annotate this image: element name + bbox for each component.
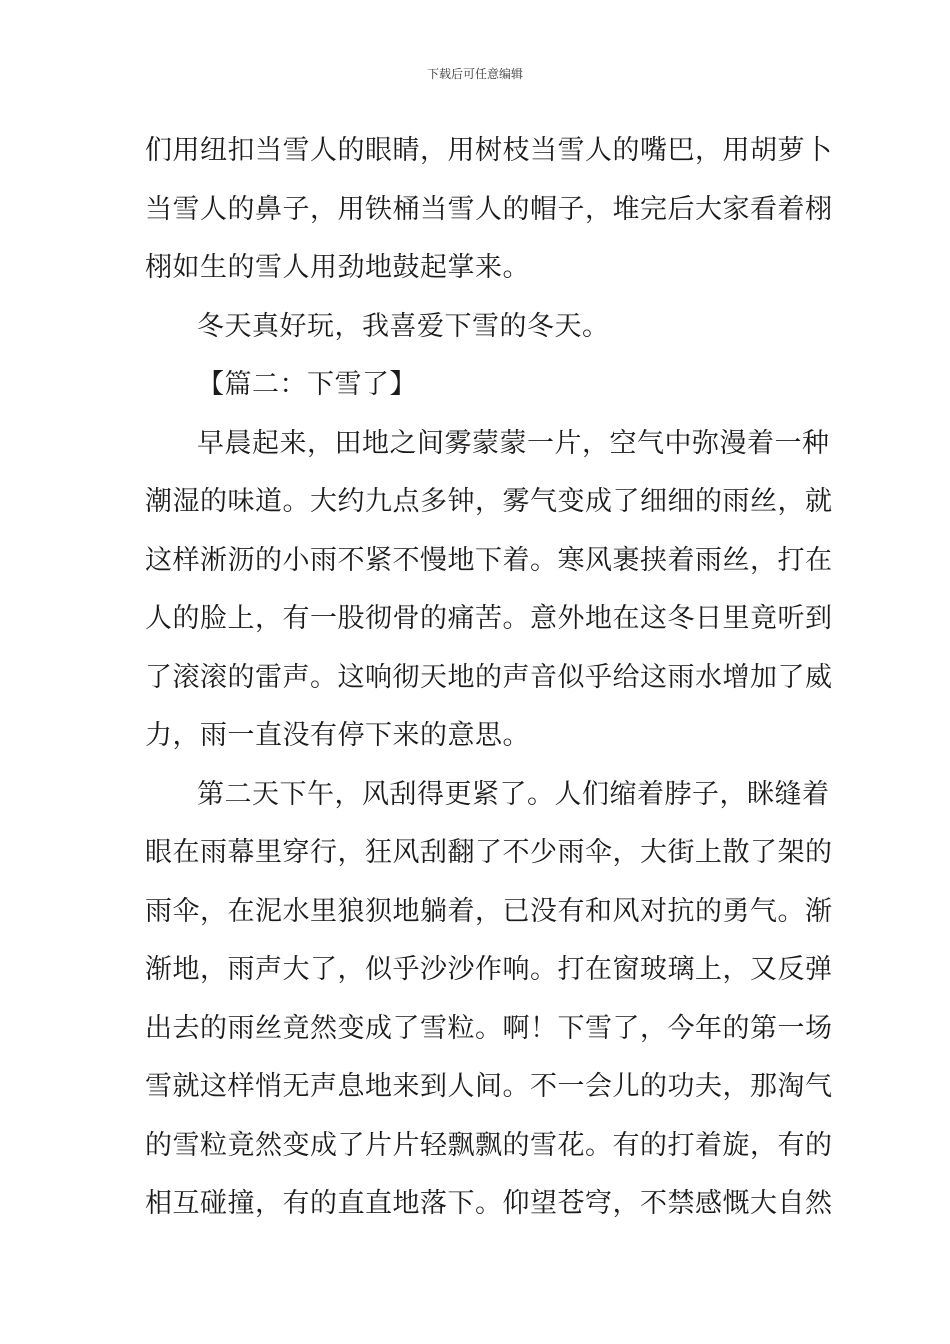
section-heading: 【篇二：下雪了】 [197, 369, 417, 400]
paragraph-line: 早晨起来，田地之间雾蒙蒙一片，空气中弥漫着一种 [197, 427, 830, 459]
text-line: 当雪人的鼻子，用铁桶当雪人的帽子，堆完后大家看着栩 [145, 193, 833, 225]
text-line: 的雪粒竟然变成了片片轻飘飘的雪花。有的打着旋，有的 [145, 1129, 833, 1161]
text-line: 雨伞，在泥水里狼狈地躺着，已没有和风对抗的勇气。渐 [145, 895, 833, 927]
text-line: 这样淅沥的小雨不紧不慢地下着。寒风裹挟着雨丝，打在 [145, 544, 833, 576]
text-line: 潮湿的味道。大约九点多钟，雾气变成了细细的雨丝，就 [145, 486, 833, 517]
paragraph-line: 冬天真好玩，我喜爱下雪的冬天。 [197, 310, 610, 342]
text-line: 雪就这样悄无声息地来到人间。不一会儿的功夫，那淘气 [145, 1071, 833, 1102]
text-line: 出去的雨丝竟然变成了雪粒。啊！下雪了，今年的第一场 [145, 1012, 833, 1044]
document-body [145, 122, 833, 1234]
text-line: 了滚滚的雷声。这响彻天地的声音似乎给这雨水增加了威 [145, 661, 833, 693]
page-header: 下载后可任意编辑 [426, 67, 523, 81]
text-line: 渐地，雨声大了，似乎沙沙作响。打在窗玻璃上，又反弹 [145, 954, 833, 985]
text-line: 力，雨一直没有停下来的意思。 [145, 720, 530, 751]
paragraph-line: 第二天下午，风刮得更紧了。人们缩着脖子，眯缝着 [197, 778, 830, 810]
text-line: 栩如生的雪人用劲地鼓起掌来。 [145, 252, 530, 283]
text-line: 相互碰撞，有的直直地落下。仰望苍穹，不禁感慨大自然 [145, 1188, 833, 1219]
text-line: 人的脸上，有一股彻骨的痛苦。意外地在这冬日里竟听到 [145, 603, 833, 634]
text-line: 眼在雨幕里穿行，狂风刮翻了不少雨伞，大街上散了架的 [145, 837, 833, 868]
text-line: 们用纽扣当雪人的眼睛，用树枝当雪人的嘴巴，用胡萝卜 [145, 135, 833, 166]
